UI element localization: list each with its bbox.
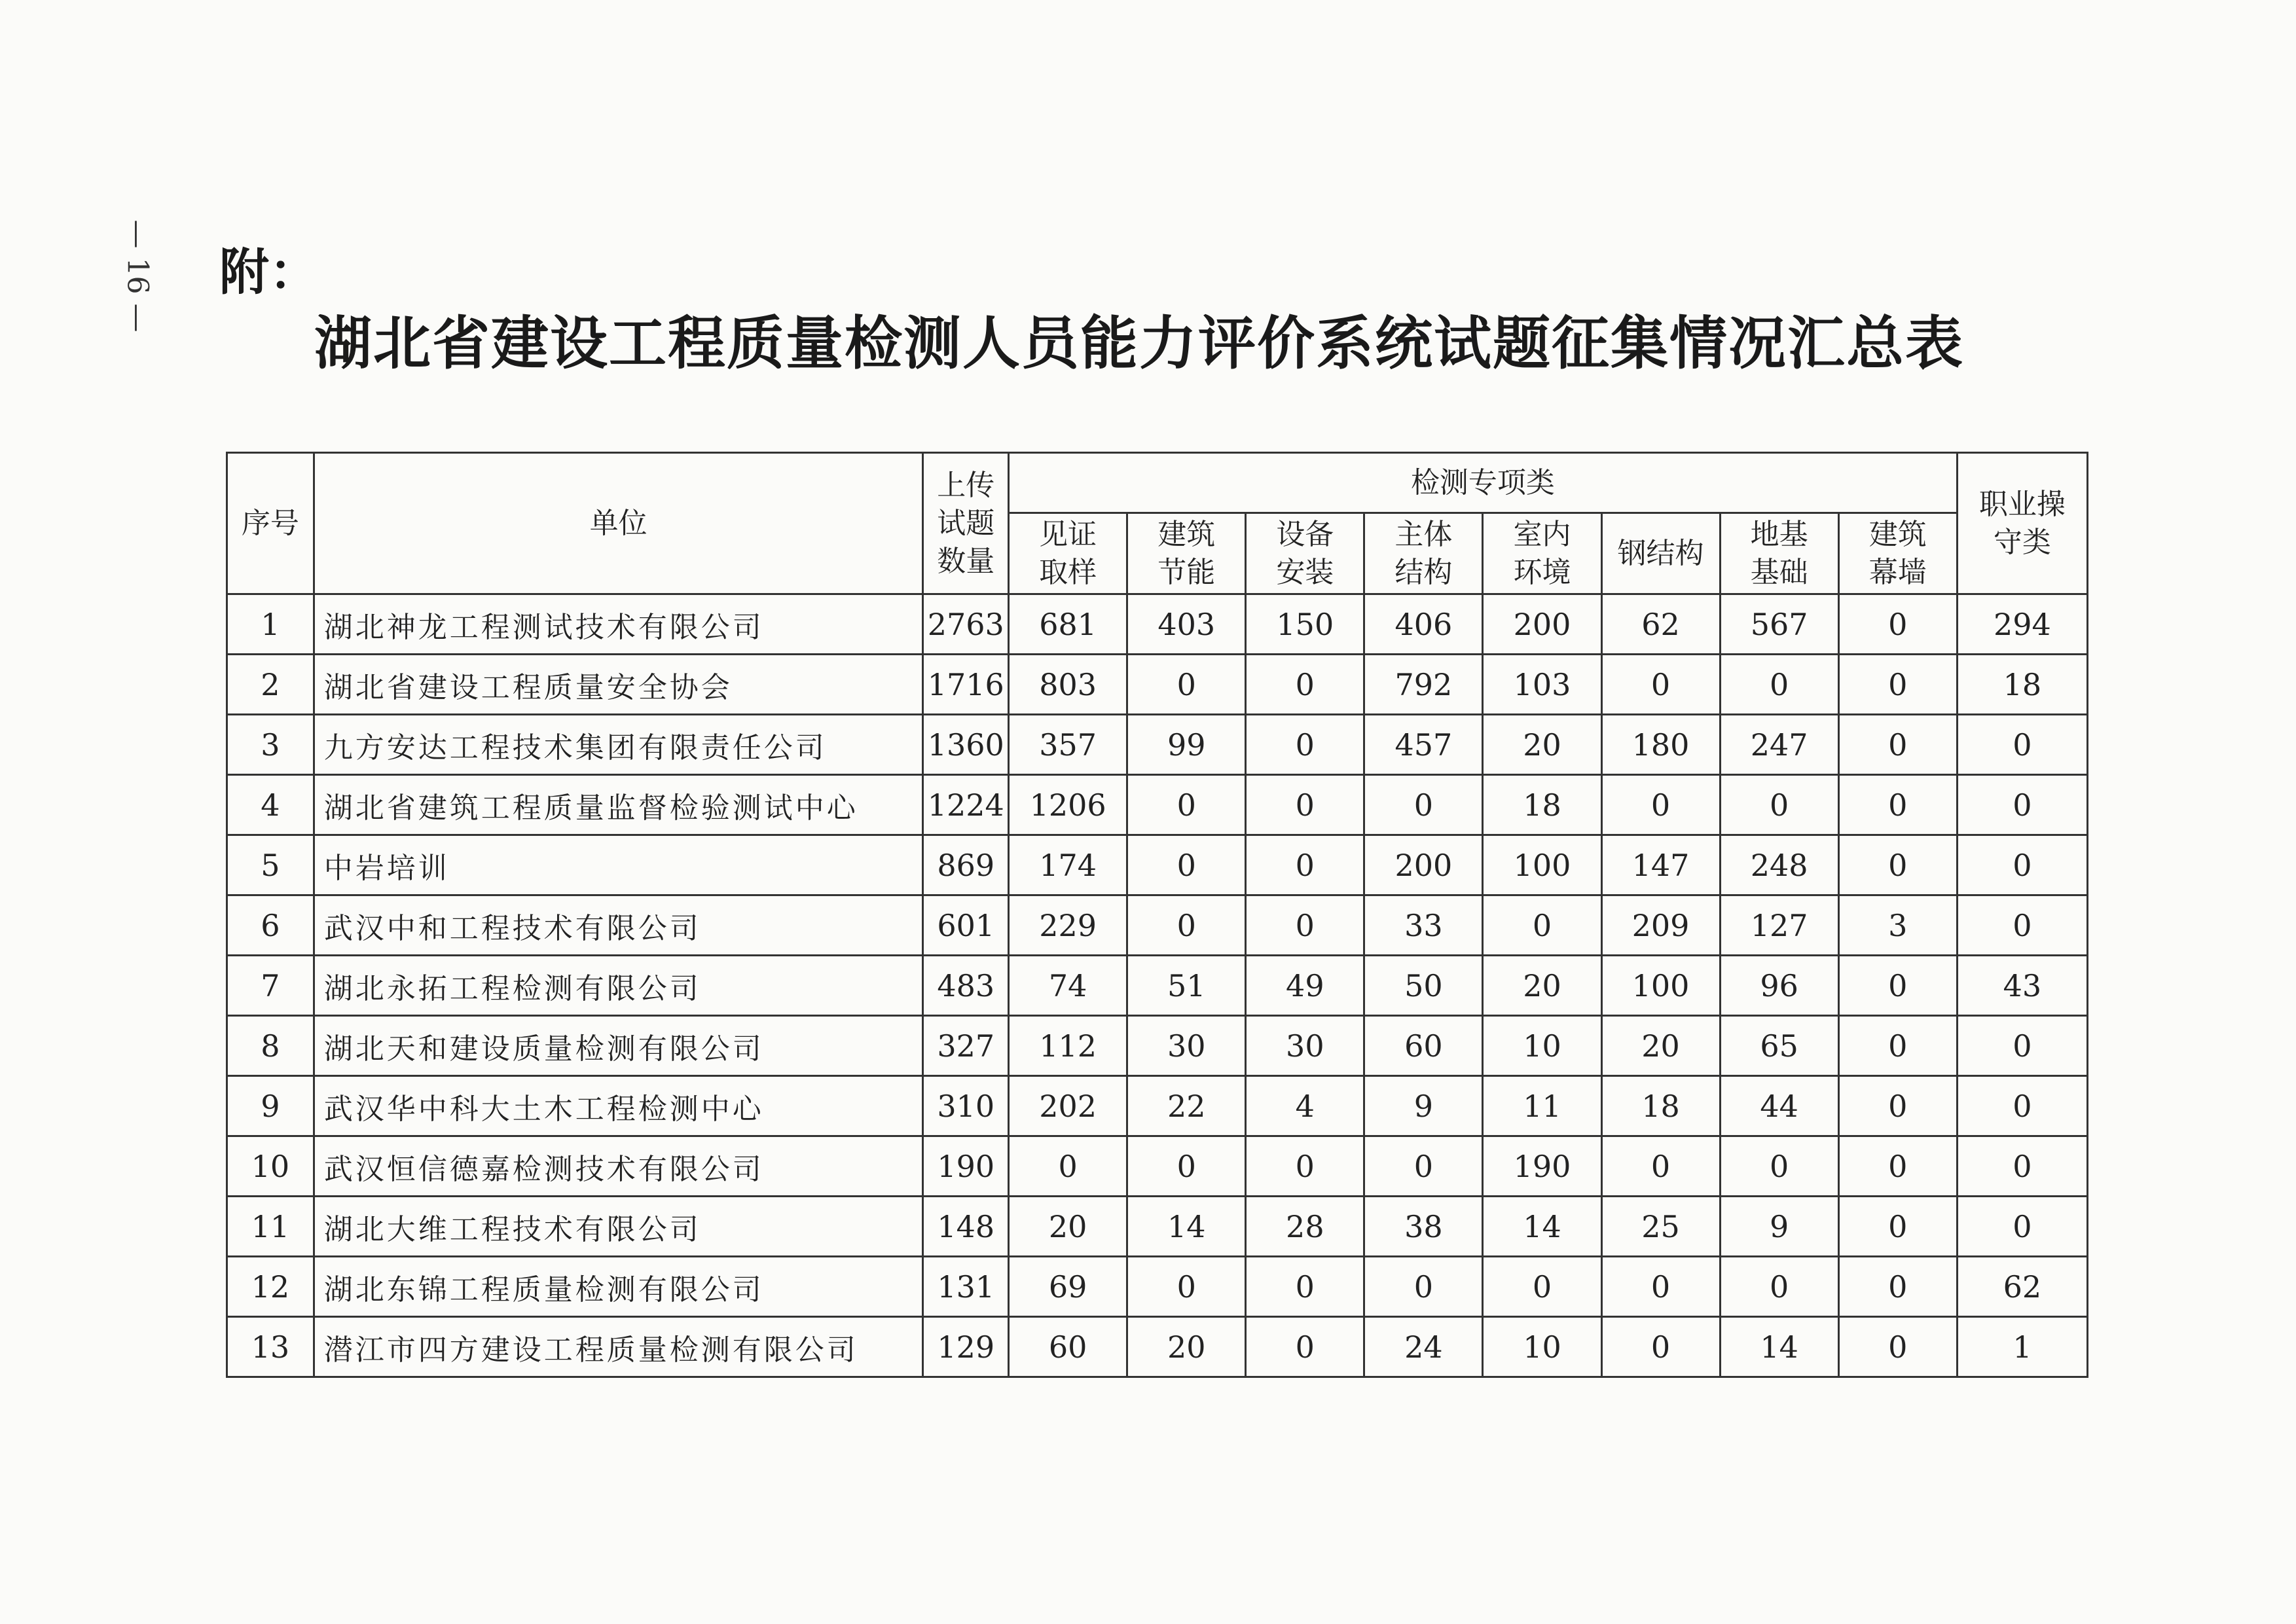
row-special-value: 0 <box>1601 775 1720 835</box>
table-row <box>227 1016 2088 1076</box>
page-number: — 16 — <box>120 219 155 333</box>
row-special-value: 174 <box>1009 835 1127 895</box>
row-ethics: 0 <box>1957 835 2087 895</box>
row-ethics: 294 <box>1957 594 2087 655</box>
row-special-value: 0 <box>1246 1257 1364 1317</box>
row-special-value: 69 <box>1009 1257 1127 1317</box>
row-ethics: 0 <box>1957 715 2087 775</box>
header-special-col: 建筑幕墙 <box>1838 513 1957 594</box>
table-row <box>227 1197 2088 1257</box>
row-special-value: 0 <box>1009 1136 1127 1197</box>
row-unit: 湖北神龙工程测试技术有限公司 <box>314 594 923 655</box>
row-special-value: 457 <box>1364 715 1483 775</box>
row-special-value: 0 <box>1127 1136 1246 1197</box>
row-special-value: 14 <box>1720 1317 1838 1377</box>
header-special-col: 地基基础 <box>1720 513 1838 594</box>
row-special-value: 103 <box>1483 655 1601 715</box>
row-seq: 10 <box>227 1136 314 1197</box>
row-unit: 武汉恒信德嘉检测技术有限公司 <box>314 1136 923 1197</box>
row-special-value: 0 <box>1601 1257 1720 1317</box>
row-special-value: 18 <box>1601 1076 1720 1136</box>
row-special-value: 0 <box>1838 655 1957 715</box>
summary-table <box>226 452 2088 1378</box>
table-row <box>227 594 2088 655</box>
row-unit: 中岩培训 <box>314 835 923 895</box>
row-special-value: 0 <box>1601 1317 1720 1377</box>
row-special-value: 792 <box>1364 655 1483 715</box>
header-special-col: 见证取样 <box>1009 513 1127 594</box>
row-seq: 5 <box>227 835 314 895</box>
row-special-value: 202 <box>1009 1076 1127 1136</box>
row-special-value: 20 <box>1127 1317 1246 1377</box>
row-total: 1716 <box>923 655 1009 715</box>
table-row <box>227 715 2088 775</box>
header-special-col: 建筑节能 <box>1127 513 1246 594</box>
row-special-value: 357 <box>1009 715 1127 775</box>
row-special-value: 9 <box>1364 1076 1483 1136</box>
row-special-value: 0 <box>1838 1197 1957 1257</box>
row-total: 869 <box>923 835 1009 895</box>
table-row <box>227 775 2088 835</box>
row-ethics: 0 <box>1957 1016 2087 1076</box>
row-seq: 8 <box>227 1016 314 1076</box>
row-special-value: 99 <box>1127 715 1246 775</box>
row-unit: 湖北永拓工程检测有限公司 <box>314 956 923 1016</box>
header-special-col: 钢结构 <box>1601 513 1720 594</box>
row-special-value: 0 <box>1246 655 1364 715</box>
row-special-value: 60 <box>1364 1016 1483 1076</box>
row-seq: 3 <box>227 715 314 775</box>
row-special-value: 0 <box>1720 655 1838 715</box>
row-seq: 12 <box>227 1257 314 1317</box>
row-special-value: 10 <box>1483 1317 1601 1377</box>
header-ethics: 职业操守类 <box>1957 453 2087 594</box>
row-seq: 4 <box>227 775 314 835</box>
row-special-value: 100 <box>1483 835 1601 895</box>
row-ethics: 0 <box>1957 775 2087 835</box>
row-special-value: 150 <box>1246 594 1364 655</box>
row-special-value: 127 <box>1720 895 1838 956</box>
row-unit: 九方安达工程技术集团有限责任公司 <box>314 715 923 775</box>
row-special-value: 0 <box>1838 835 1957 895</box>
row-special-value: 100 <box>1601 956 1720 1016</box>
row-special-value: 0 <box>1127 775 1246 835</box>
row-special-value: 200 <box>1483 594 1601 655</box>
row-seq: 11 <box>227 1197 314 1257</box>
row-special-value: 96 <box>1720 956 1838 1016</box>
row-ethics: 0 <box>1957 1197 2087 1257</box>
row-special-value: 0 <box>1364 1136 1483 1197</box>
row-special-value: 1206 <box>1009 775 1127 835</box>
row-special-value: 0 <box>1483 1257 1601 1317</box>
row-special-value: 0 <box>1246 895 1364 956</box>
row-special-value: 567 <box>1720 594 1838 655</box>
row-total: 327 <box>923 1016 1009 1076</box>
row-ethics: 43 <box>1957 956 2087 1016</box>
document-title: 湖北省建设工程质量检测人员能力评价系统试题征集情况汇总表 <box>314 309 1965 377</box>
row-special-value: 30 <box>1246 1016 1364 1076</box>
table-body <box>227 594 2088 1377</box>
row-total: 310 <box>923 1076 1009 1136</box>
header-special-group: 检测专项类 <box>1009 453 1958 513</box>
row-special-value: 20 <box>1009 1197 1127 1257</box>
header-unit: 单位 <box>314 453 923 594</box>
row-special-value: 20 <box>1601 1016 1720 1076</box>
row-special-value: 0 <box>1720 1136 1838 1197</box>
row-total: 483 <box>923 956 1009 1016</box>
row-ethics: 1 <box>1957 1317 2087 1377</box>
table-row <box>227 1136 2088 1197</box>
row-unit: 湖北东锦工程质量检测有限公司 <box>314 1257 923 1317</box>
row-special-value: 0 <box>1720 775 1838 835</box>
table-header <box>227 453 2088 594</box>
table-row <box>227 1317 2088 1377</box>
row-ethics: 0 <box>1957 1136 2087 1197</box>
row-special-value: 44 <box>1720 1076 1838 1136</box>
row-special-value: 229 <box>1009 895 1127 956</box>
row-special-value: 28 <box>1246 1197 1364 1257</box>
row-total: 1224 <box>923 775 1009 835</box>
row-special-value: 50 <box>1364 956 1483 1016</box>
row-total: 190 <box>923 1136 1009 1197</box>
row-special-value: 3 <box>1838 895 1957 956</box>
row-special-value: 403 <box>1127 594 1246 655</box>
row-unit: 潜江市四方建设工程质量检测有限公司 <box>314 1317 923 1377</box>
row-special-value: 14 <box>1483 1197 1601 1257</box>
row-special-value: 0 <box>1838 1076 1957 1136</box>
row-total: 1360 <box>923 715 1009 775</box>
row-special-value: 0 <box>1246 715 1364 775</box>
header-seq: 序号 <box>227 453 314 594</box>
row-special-value: 0 <box>1246 1136 1364 1197</box>
row-special-value: 0 <box>1246 835 1364 895</box>
table-row <box>227 956 2088 1016</box>
table-row <box>227 1076 2088 1136</box>
row-special-value: 180 <box>1601 715 1720 775</box>
row-special-value: 247 <box>1720 715 1838 775</box>
row-seq: 13 <box>227 1317 314 1377</box>
row-special-value: 74 <box>1009 956 1127 1016</box>
row-special-value: 0 <box>1127 655 1246 715</box>
row-unit: 湖北天和建设质量检测有限公司 <box>314 1016 923 1076</box>
row-seq: 9 <box>227 1076 314 1136</box>
row-special-value: 147 <box>1601 835 1720 895</box>
row-special-value: 0 <box>1838 594 1957 655</box>
row-special-value: 22 <box>1127 1076 1246 1136</box>
row-special-value: 0 <box>1127 895 1246 956</box>
row-total: 2763 <box>923 594 1009 655</box>
row-special-value: 62 <box>1601 594 1720 655</box>
row-special-value: 33 <box>1364 895 1483 956</box>
row-special-value: 406 <box>1364 594 1483 655</box>
row-unit: 武汉中和工程技术有限公司 <box>314 895 923 956</box>
row-special-value: 0 <box>1127 1257 1246 1317</box>
row-special-value: 0 <box>1601 655 1720 715</box>
table-row <box>227 1257 2088 1317</box>
header-special-col: 室内环境 <box>1483 513 1601 594</box>
table-row <box>227 835 2088 895</box>
row-special-value: 25 <box>1601 1197 1720 1257</box>
row-special-value: 0 <box>1838 1136 1957 1197</box>
row-special-value: 0 <box>1364 1257 1483 1317</box>
row-special-value: 38 <box>1364 1197 1483 1257</box>
row-special-value: 4 <box>1246 1076 1364 1136</box>
row-special-value: 0 <box>1838 1257 1957 1317</box>
row-total: 131 <box>923 1257 1009 1317</box>
row-seq: 2 <box>227 655 314 715</box>
row-unit: 湖北省建设工程质量安全协会 <box>314 655 923 715</box>
row-unit: 湖北省建筑工程质量监督检验测试中心 <box>314 775 923 835</box>
row-special-value: 0 <box>1720 1257 1838 1317</box>
row-special-value: 112 <box>1009 1016 1127 1076</box>
row-total: 601 <box>923 895 1009 956</box>
row-special-value: 190 <box>1483 1136 1601 1197</box>
row-special-value: 49 <box>1246 956 1364 1016</box>
row-ethics: 18 <box>1957 655 2087 715</box>
row-seq: 7 <box>227 956 314 1016</box>
row-special-value: 11 <box>1483 1076 1601 1136</box>
annex-label: 附： <box>219 243 319 301</box>
row-special-value: 0 <box>1838 775 1957 835</box>
row-special-value: 30 <box>1127 1016 1246 1076</box>
row-ethics: 0 <box>1957 895 2087 956</box>
table-row <box>227 655 2088 715</box>
row-ethics: 0 <box>1957 1076 2087 1136</box>
row-special-value: 0 <box>1838 956 1957 1016</box>
row-special-value: 0 <box>1838 715 1957 775</box>
row-seq: 6 <box>227 895 314 956</box>
row-special-value: 209 <box>1601 895 1720 956</box>
row-ethics: 62 <box>1957 1257 2087 1317</box>
row-seq: 1 <box>227 594 314 655</box>
row-special-value: 0 <box>1601 1136 1720 1197</box>
row-special-value: 14 <box>1127 1197 1246 1257</box>
row-special-value: 681 <box>1009 594 1127 655</box>
header-special-col: 主体结构 <box>1364 513 1483 594</box>
row-special-value: 9 <box>1720 1197 1838 1257</box>
row-special-value: 18 <box>1483 775 1601 835</box>
row-unit: 武汉华中科大土木工程检测中心 <box>314 1076 923 1136</box>
row-special-value: 20 <box>1483 956 1601 1016</box>
row-unit: 湖北大维工程技术有限公司 <box>314 1197 923 1257</box>
row-special-value: 0 <box>1246 1317 1364 1377</box>
table-row <box>227 895 2088 956</box>
header-special-col: 设备安装 <box>1246 513 1364 594</box>
row-special-value: 0 <box>1246 775 1364 835</box>
row-total: 129 <box>923 1317 1009 1377</box>
row-special-value: 0 <box>1838 1317 1957 1377</box>
row-special-value: 0 <box>1364 775 1483 835</box>
row-special-value: 0 <box>1483 895 1601 956</box>
row-special-value: 60 <box>1009 1317 1127 1377</box>
row-special-value: 803 <box>1009 655 1127 715</box>
row-special-value: 0 <box>1838 1016 1957 1076</box>
row-total: 148 <box>923 1197 1009 1257</box>
row-special-value: 51 <box>1127 956 1246 1016</box>
row-special-value: 0 <box>1127 835 1246 895</box>
row-special-value: 10 <box>1483 1016 1601 1076</box>
header-upload-count: 上传试题数量 <box>923 453 1009 594</box>
row-special-value: 200 <box>1364 835 1483 895</box>
row-special-value: 248 <box>1720 835 1838 895</box>
row-special-value: 20 <box>1483 715 1601 775</box>
row-special-value: 65 <box>1720 1016 1838 1076</box>
row-special-value: 24 <box>1364 1317 1483 1377</box>
